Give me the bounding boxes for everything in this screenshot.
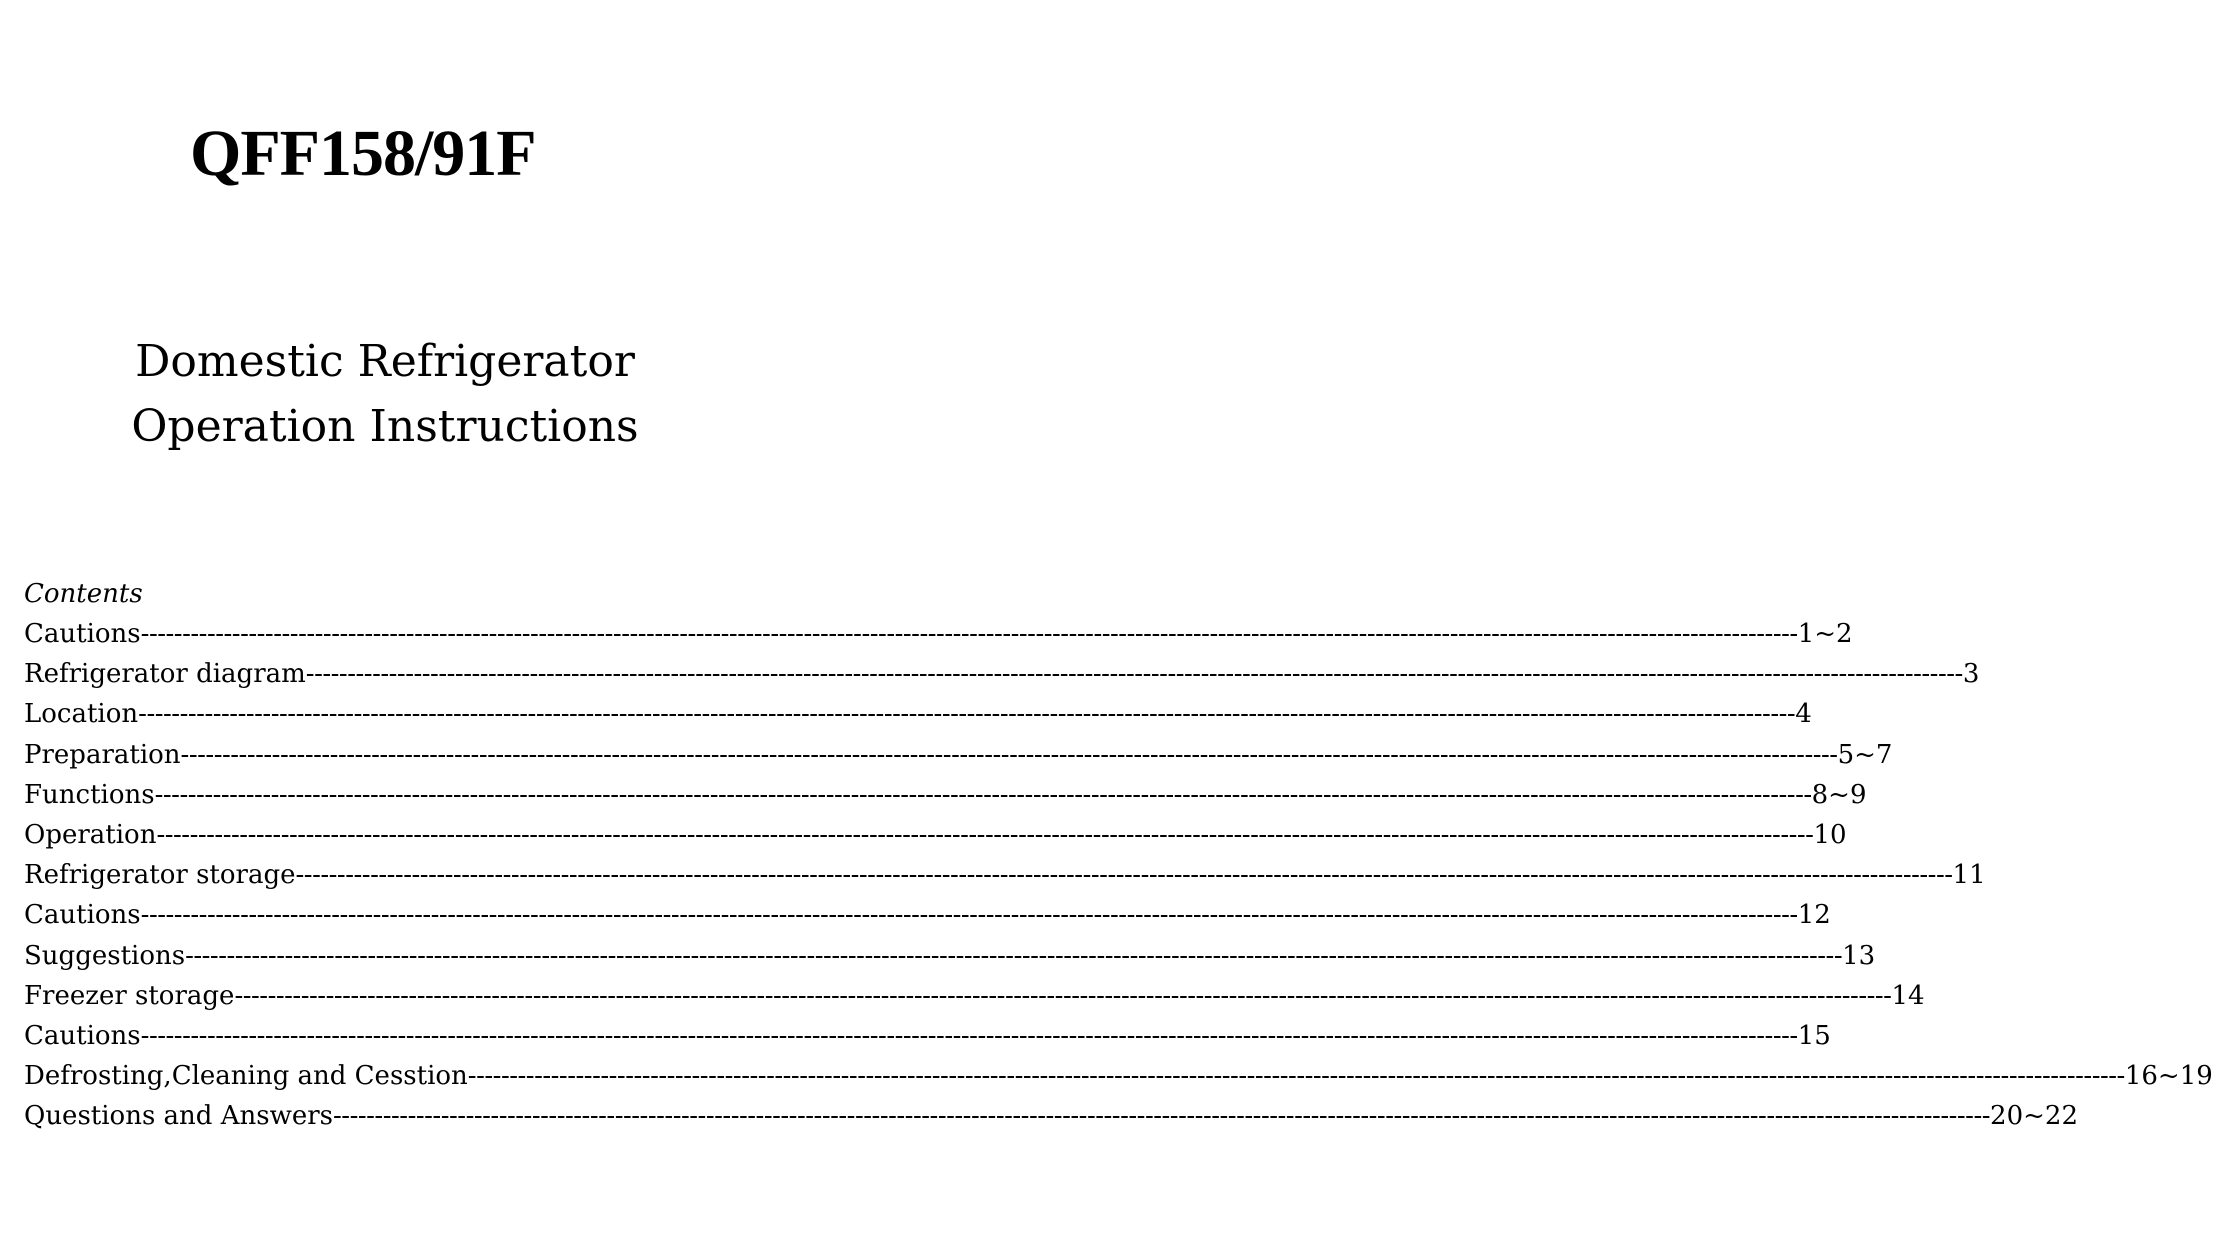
toc-leader: -------------------------------------------------------------------------------------------------------------------------------------------------------------------------------------------------------- bbox=[140, 1020, 1798, 1051]
toc-leader: -------------------------------------------------------------------------------------------------------------------------------------------------------------------------------------------------------- bbox=[140, 619, 1798, 649]
toc-leader: -------------------------------------------------------------------------------------------------------------------------------------------------------------------------------------------------------- bbox=[467, 1061, 2125, 1092]
toc-entry-label: Cautions bbox=[24, 619, 141, 649]
subtitle-line-2: Operation Instructions bbox=[131, 401, 639, 452]
toc-entry bbox=[24, 1096, 2078, 1136]
toc-entry-pages: 3 bbox=[1962, 659, 1980, 690]
toc-entry bbox=[24, 1016, 1831, 1056]
toc-entry bbox=[24, 654, 1980, 694]
toc-entry-label: Refrigerator storage bbox=[24, 860, 296, 891]
toc-entry-label: Suggestions bbox=[24, 940, 186, 971]
toc-entry bbox=[24, 936, 1876, 976]
toc-leader: -------------------------------------------------------------------------------------------------------------------------------------------------------------------------------------------------------- bbox=[180, 739, 1838, 770]
toc-entry-label: Location bbox=[24, 699, 139, 730]
toc-entry-pages: 12 bbox=[1797, 900, 1831, 931]
toc-entry-pages: 8~9 bbox=[1811, 779, 1867, 810]
toc-entry-pages: 13 bbox=[1842, 940, 1876, 971]
toc-leader: -------------------------------------------------------------------------------------------------------------------------------------------------------------------------------------------------------- bbox=[305, 659, 1963, 690]
model-title: QFF158/91F bbox=[190, 117, 536, 190]
toc-entry bbox=[24, 855, 1986, 895]
toc-entry-pages: 14 bbox=[1891, 980, 1925, 1011]
toc-entry-label: Preparation bbox=[24, 739, 181, 770]
toc-leader: -------------------------------------------------------------------------------------------------------------------------------------------------------------------------------------------------------- bbox=[333, 1101, 1991, 1132]
toc-entry bbox=[24, 735, 1893, 775]
toc-entry-pages: 5~7 bbox=[1837, 739, 1893, 770]
toc-entry-label: Cautions bbox=[24, 1020, 141, 1051]
toc-leader: -------------------------------------------------------------------------------------------------------------------------------------------------------------------------------------------------------- bbox=[295, 860, 1953, 891]
subtitle-line-1: Domestic Refrigerator bbox=[135, 336, 635, 387]
toc-entry-pages: 1~2 bbox=[1797, 619, 1853, 649]
toc-entry bbox=[24, 694, 1812, 734]
toc-entry-label: Questions and Answers bbox=[24, 1101, 333, 1132]
toc-leader: -------------------------------------------------------------------------------------------------------------------------------------------------------------------------------------------------------- bbox=[140, 900, 1798, 931]
toc-entry bbox=[24, 1056, 2213, 1096]
toc-entry-label: Freezer storage bbox=[24, 980, 235, 1011]
table-of-contents bbox=[24, 614, 2213, 1136]
toc-entry-label: Refrigerator diagram bbox=[24, 659, 306, 690]
toc-entry-pages: 11 bbox=[1952, 860, 1986, 891]
toc-entry bbox=[24, 815, 1847, 855]
toc-entry bbox=[24, 976, 1925, 1016]
contents-heading: Contents bbox=[24, 579, 143, 609]
toc-entry-pages: 15 bbox=[1797, 1020, 1831, 1051]
toc-entry bbox=[24, 614, 1853, 654]
toc-entry-label: Operation bbox=[24, 819, 157, 850]
toc-entry bbox=[24, 895, 1831, 935]
toc-entry-pages: 20~22 bbox=[1990, 1101, 2078, 1132]
toc-entry-label: Cautions bbox=[24, 900, 141, 931]
toc-leader: -------------------------------------------------------------------------------------------------------------------------------------------------------------------------------------------------------- bbox=[154, 779, 1812, 810]
toc-entry-label: Functions bbox=[24, 779, 155, 810]
toc-entry-label: Defrosting,Cleaning and Cesstion bbox=[24, 1061, 468, 1092]
toc-entry-pages: 16~19 bbox=[2124, 1061, 2213, 1092]
toc-leader: -------------------------------------------------------------------------------------------------------------------------------------------------------------------------------------------------------- bbox=[138, 699, 1796, 730]
toc-entry bbox=[24, 775, 1867, 815]
toc-leader: -------------------------------------------------------------------------------------------------------------------------------------------------------------------------------------------------------- bbox=[156, 819, 1814, 850]
toc-leader: -------------------------------------------------------------------------------------------------------------------------------------------------------------------------------------------------------- bbox=[185, 940, 1843, 971]
toc-entry-pages: 4 bbox=[1795, 699, 1812, 730]
toc-leader: -------------------------------------------------------------------------------------------------------------------------------------------------------------------------------------------------------- bbox=[234, 980, 1892, 1011]
toc-entry-pages: 10 bbox=[1813, 819, 1847, 850]
